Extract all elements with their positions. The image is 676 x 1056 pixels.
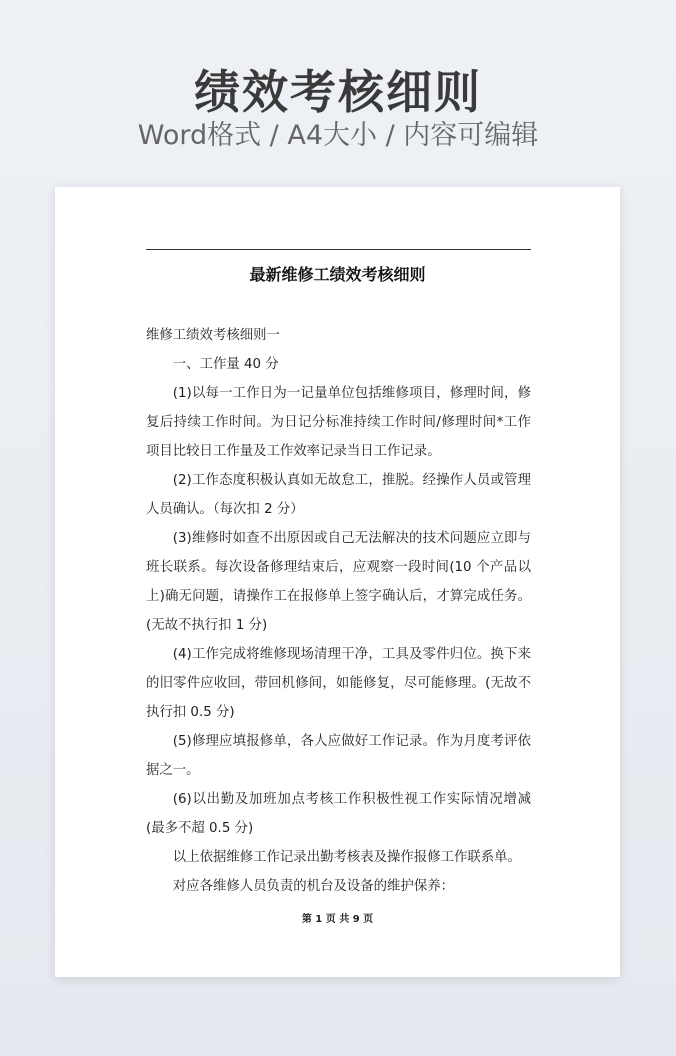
paragraph-item-6: (6)以出勤及加班加点考核工作积极性视工作实际情况增减(最多不超 0.5 分) (146, 792, 531, 836)
paragraph-item-3: (3)维修时如查不出原因或自己无法解决的技术问题应立即与班长联系。每次设备修理结束后，应观察一段时间(10 个产品以上)确无问题，请操作工在报修单上签字确认后，才算完成任务。(无故不执行扣 1 分) (146, 531, 531, 633)
section-heading: 维修工绩效考核细则一 (146, 328, 280, 343)
banner-subtitle: Word格式 / A4大小 / 内容可编辑 (137, 120, 539, 151)
paragraph-maintenance: 对应各维修人员负责的机台及设备的维护保养： (172, 879, 454, 894)
paragraph-item-4: (4)工作完成将维修现场清理干净，工具及零件归位。换下来的旧零件应收回，带回机修间，如能修复，尽可能修理。(无故不执行扣 0.5 分) (146, 647, 531, 720)
document-body (146, 321, 531, 901)
header-rule (146, 249, 531, 250)
paragraph-item-1: (1)以每一工作日为一记量单位包括维修项目，修理时间，修复后持续工作时间。为日记分标准持续工作时间/修理时间*工作项目比较日工作量及工作效率记录当日工作记录。 (146, 386, 531, 459)
page-number: 第 1 页 共 9 页 (301, 914, 374, 925)
document-page (55, 187, 620, 977)
paragraph-item-2: (2)工作态度积极认真如无故怠工，推脱。经操作人员或管理人员确认。（每次扣 2 分） (146, 473, 531, 517)
banner-title: 绩效考核细则 (194, 65, 482, 119)
paragraph-workload: 一、工作量 40 分 (172, 357, 279, 372)
document-title: 最新维修工绩效考核细则 (249, 265, 426, 284)
paragraph-item-5: (5)修理应填报修单，各人应做好工作记录。作为月度考评依据之一。 (146, 734, 531, 778)
paragraph-basis: 以上依据维修工作记录出勤考核表及操作报修工作联系单。 (172, 850, 521, 865)
